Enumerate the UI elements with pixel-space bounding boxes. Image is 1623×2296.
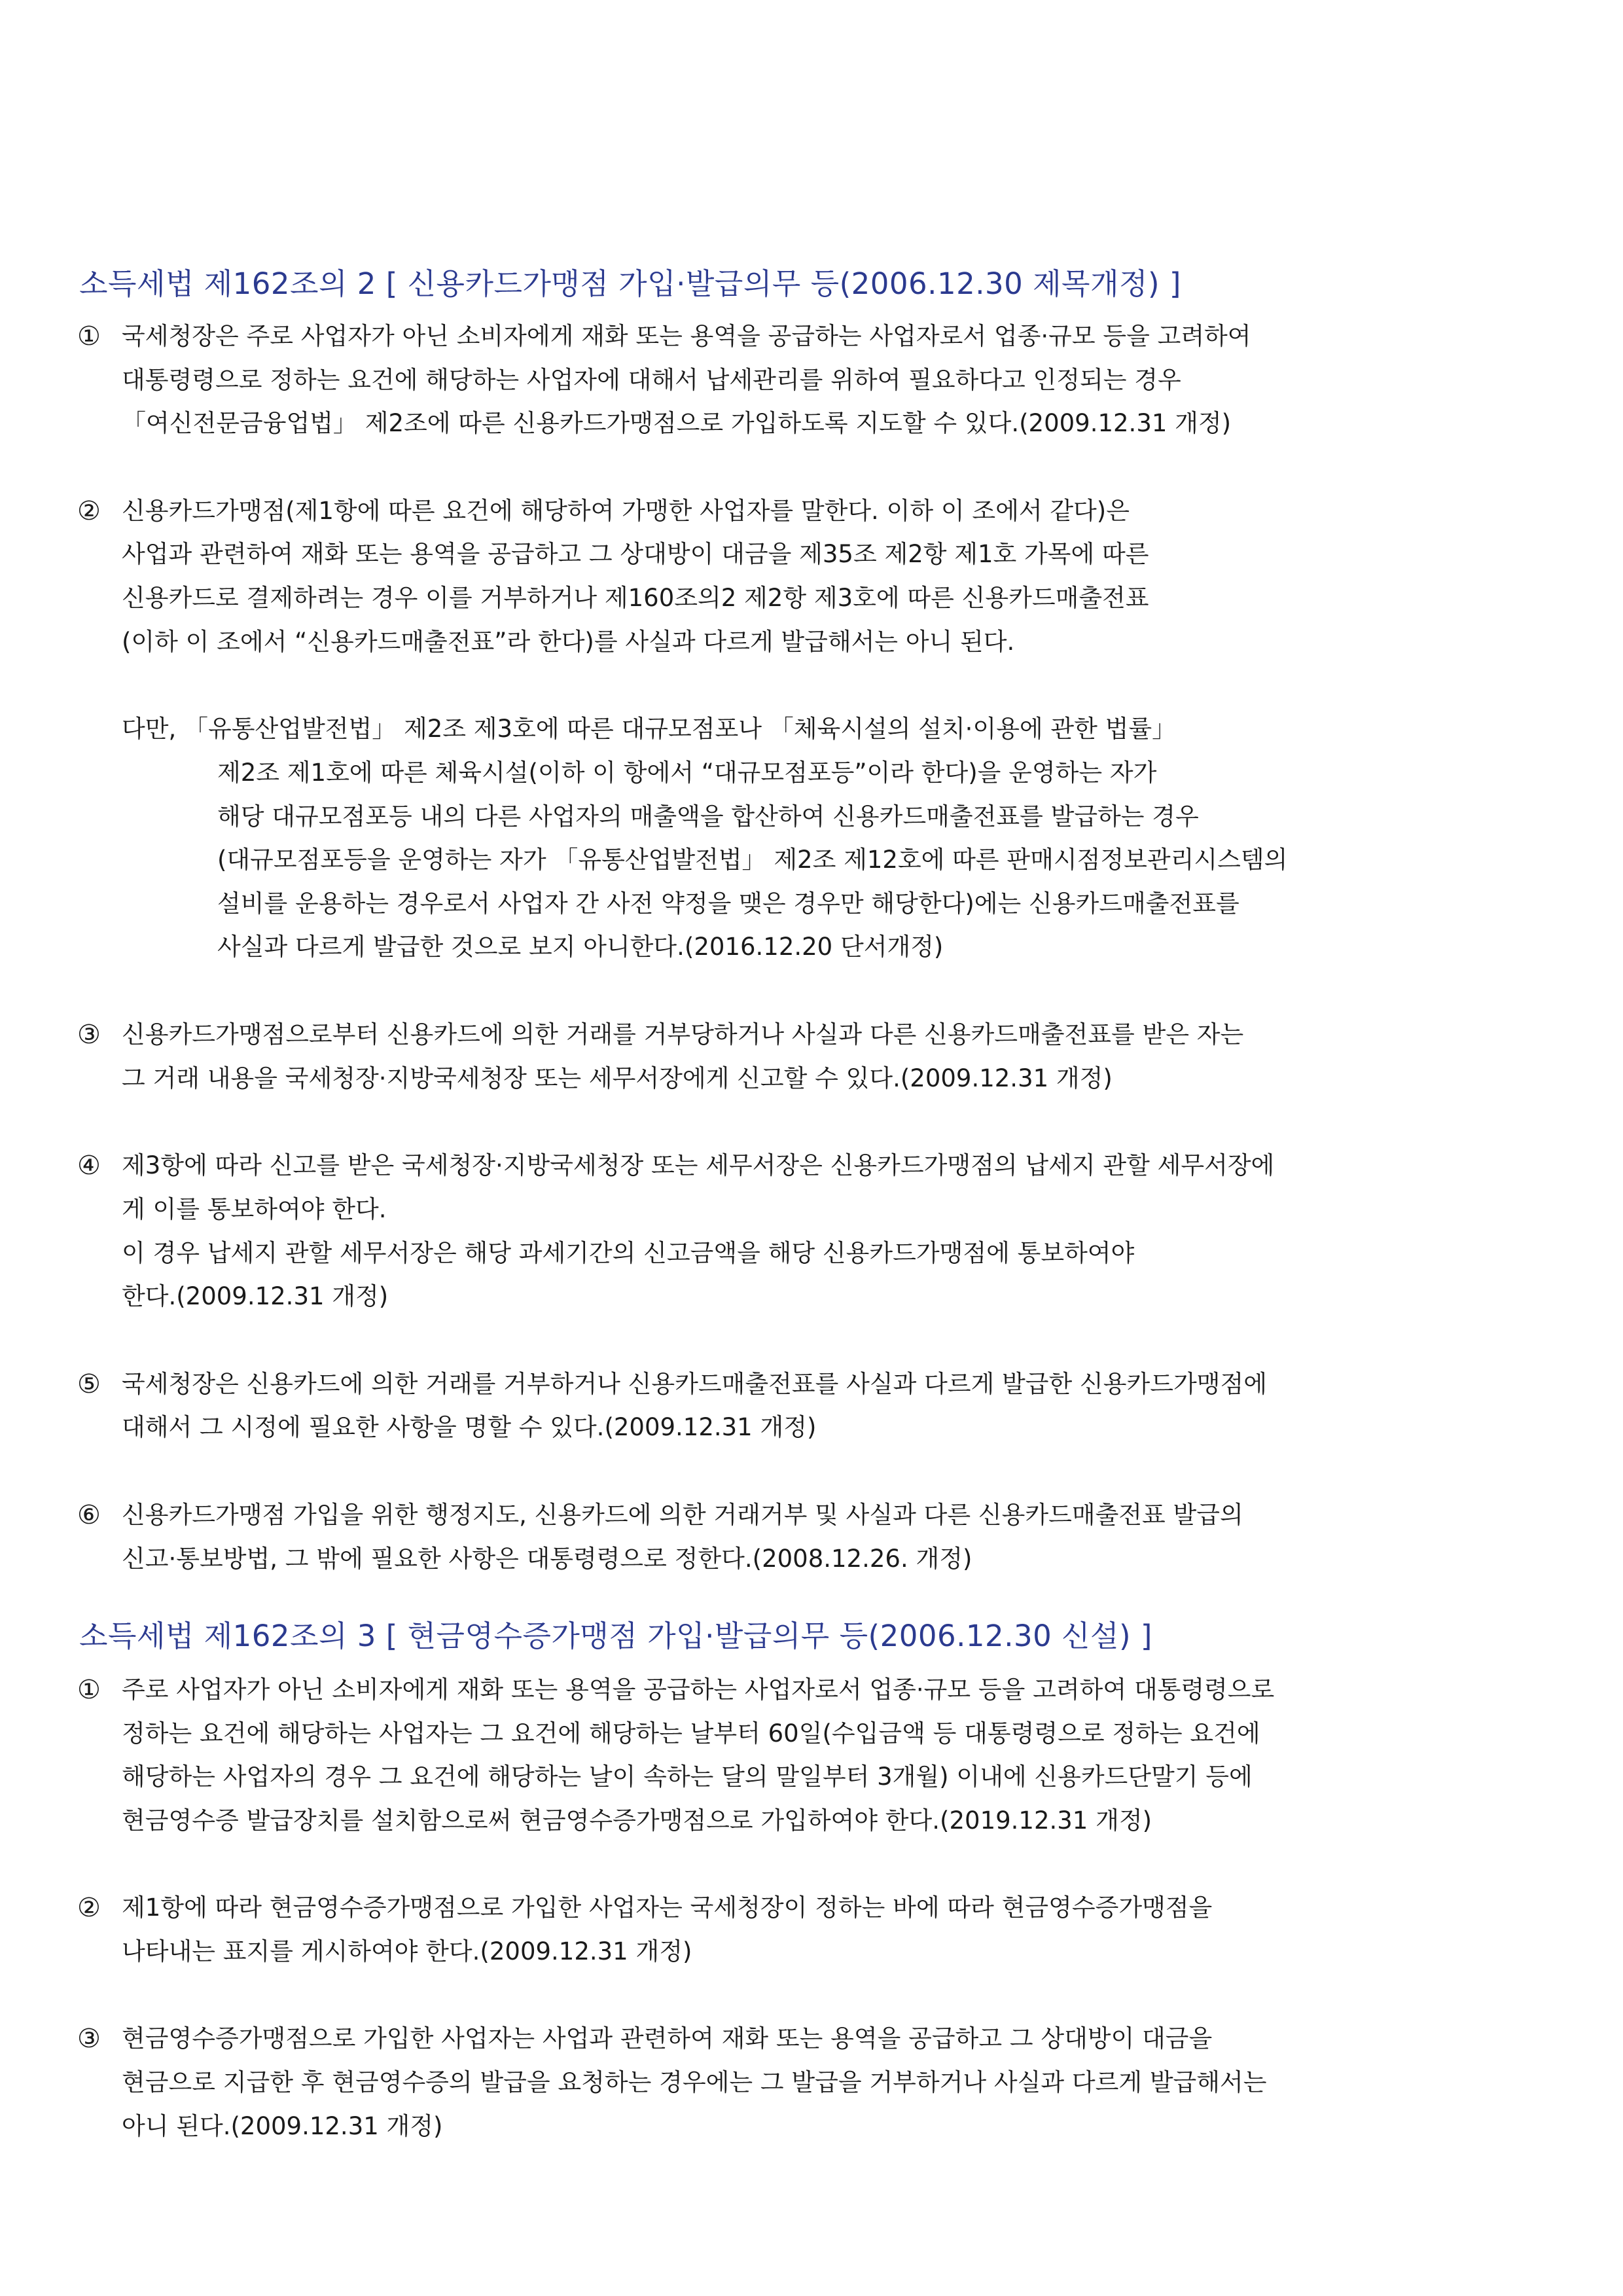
paragraph-number: ④ [77,1151,101,1181]
paragraph-number: ② [77,496,101,526]
paragraph-number: ③ [77,1020,101,1050]
paragraph-line: 신용카드가맹점 가입을 위한 행정지도, 신용카드에 의한 거래거부 및 사실과 다른 신용카드매출전표 발급의 [122,1501,1243,1529]
paragraph-line: 신고·통보방법, 그 밖에 필요한 사항은 대통령령으로 정한다.(2008.12.26. 개정) [122,1545,972,1573]
proviso-line: 설비를 운용하는 경우로서 사업자 간 사전 약정을 맺은 경우만 해당한다)에는 신용카드매출전표를 [217,889,1240,918]
paragraph-line: 「여신전문금융업법」 제2조에 따른 신용카드가맹점으로 가입하도록 지도할 수 있다.(2009.12.31 개정) [122,409,1232,437]
proviso-line: 제2조 제1호에 따른 체육시설(이하 이 항에서 “대규모점포등”이라 한다)을 운영하는 자가 [217,759,1157,787]
paragraph-number: ⑥ [77,1500,101,1530]
paragraph-number: ① [77,321,101,351]
paragraph-line: 아니 된다.(2009.12.31 개정) [122,2112,443,2140]
paragraph-line: 현금영수증 발급장치를 설치함으로써 현금영수증가맹점으로 가입하여야 한다.(2019.12.31 개정) [122,1806,1152,1835]
paragraph-number: ⑤ [77,1369,101,1399]
paragraph-line: 게 이를 통보하여야 한다. [122,1195,387,1223]
proviso-lead: 다만, 「유통산업발전법」 제2조 제3호에 따른 대규모점포나 「체육시설의 설치·이용에 관한 법률」 [122,715,1177,743]
paragraph-line: 대해서 그 시정에 필요한 사항을 명할 수 있다.(2009.12.31 개정) [122,1413,817,1441]
paragraph-line: 현금으로 지급한 후 현금영수증의 발급을 요청하는 경우에는 그 발급을 거부하거나 사실과 다르게 발급해서는 [122,2068,1267,2096]
paragraph-line: 주로 사업자가 아닌 소비자에게 재화 또는 용역을 공급하는 사업자로서 업종·규모 등을 고려하여 대통령령으로 [122,1676,1275,1704]
paragraph-line: 정하는 요건에 해당하는 사업자는 그 요건에 해당하는 날부터 60일(수입금액 등 대통령령으로 정하는 요건에 [122,1719,1260,1748]
paragraph-line: 신용카드가맹점으로부터 신용카드에 의한 거래를 거부당하거나 사실과 다른 신용카드매출전표를 받은 자는 [122,1020,1244,1049]
paragraph-number: ① [77,1675,101,1705]
paragraph-line: 이 경우 납세지 관할 세무서장은 해당 과세기간의 신고금액을 해당 신용카드가맹점에 통보하여야 [122,1239,1135,1267]
section-2-title: 소득세법 제162조의 3 [ 현금영수증가맹점 가입·발급의무 등(2006.12.30 신설) ] [79,1619,1152,1653]
proviso-line: (대규모점포등을 운영하는 자가 「유통산업발전법」 제2조 제12호에 따른 판매시점정보관리시스템의 [217,846,1288,874]
paragraph-line: 한다.(2009.12.31 개정) [122,1282,389,1310]
paragraph-line: 사업과 관련하여 재화 또는 용역을 공급하고 그 상대방이 대금을 제35조 제2항 제1호 가목에 따른 [122,540,1149,568]
paragraph-line: 국세청장은 신용카드에 의한 거래를 거부하거나 신용카드매출전표를 사실과 다르게 발급한 신용카드가맹점에 [122,1370,1267,1398]
paragraph-number: ② [77,1893,101,1923]
paragraph-line: 해당하는 사업자의 경우 그 요건에 해당하는 날이 속하는 달의 말일부터 3개월) 이내에 신용카드단말기 등에 [122,1763,1253,1791]
paragraph-line: 제1항에 따라 현금영수증가맹점으로 가입한 사업자는 국세청장이 정하는 바에 따라 현금영수증가맹점을 [122,1893,1213,1922]
paragraph-line: 대통령령으로 정하는 요건에 해당하는 사업자에 대해서 납세관리를 위하여 필요하다고 인정되는 경우 [122,366,1181,394]
paragraph-line: 제3항에 따라 신고를 받은 국세청장·지방국세청장 또는 세무서장은 신용카드가맹점의 납세지 관할 세무서장에 [122,1151,1275,1179]
proviso-line: 사실과 다르게 발급한 것으로 보지 아니한다.(2016.12.20 단서개정) [217,933,944,961]
paragraph-line: 국세청장은 주로 사업자가 아닌 소비자에게 재화 또는 용역을 공급하는 사업자로서 업종·규모 등을 고려하여 [122,322,1251,350]
section-1-title: 소득세법 제162조의 2 [ 신용카드가맹점 가입·발급의무 등(2006.12.30 제목개정) ] [79,266,1181,301]
proviso-line: 해당 대규모점포등 내의 다른 사업자의 매출액을 합산하여 신용카드매출전표를 발급하는 경우 [217,802,1199,831]
paragraph-line: 신용카드가맹점(제1항에 따른 요건에 해당하여 가맹한 사업자를 말한다. 이하 이 조에서 같다)은 [122,497,1130,525]
paragraph-line: 나타내는 표지를 게시하여야 한다.(2009.12.31 개정) [122,1937,692,1965]
paragraph-line: 현금영수증가맹점으로 가입한 사업자는 사업과 관련하여 재화 또는 용역을 공급하고 그 상대방이 대금을 [122,2024,1213,2053]
paragraph-line: 그 거래 내용을 국세청장·지방국세청장 또는 세무서장에게 신고할 수 있다.(2009.12.31 개정) [122,1064,1113,1092]
paragraph-line: 신용카드로 결제하려는 경우 이를 거부하거나 제160조의2 제2항 제3호에 따른 신용카드매출전표 [122,584,1149,612]
paragraph-number: ③ [77,2024,101,2054]
paragraph-line: (이하 이 조에서 “신용카드매출전표”라 한다)를 사실과 다르게 발급해서는 아니 된다. [122,628,1015,656]
